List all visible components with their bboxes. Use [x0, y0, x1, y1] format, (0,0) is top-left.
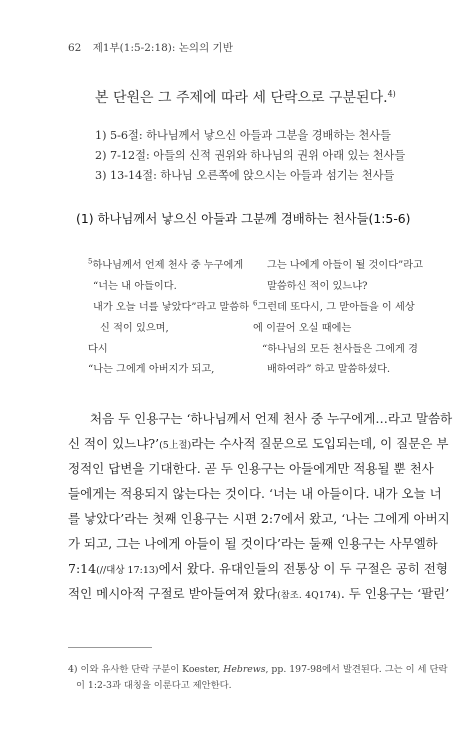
section-heading: (1) 하나님께서 낳으신 아들과 그분께 경배하는 천사들(1:5-6) [76, 211, 411, 226]
running-header [68, 40, 233, 55]
quote-left-line: 다시 [88, 344, 108, 355]
quote-left-line: “너는 내 아들이다. [93, 281, 177, 292]
intro-text: 본 단원은 그 주제에 따라 세 단락으로 구분된다. [95, 90, 388, 106]
outline-item-2: 2) 7-12절: 아들의 신적 권위와 하나님의 권위 아래 있는 천사들 [95, 149, 406, 162]
body-line: 7:14(//대상 17:13)에서 왔다. 유대인들의 전통상 이 두 구절은 공히 전형 [68, 561, 448, 576]
quote-left-line: $^5$하나님께서 언제 천사 중 누구에게 [88, 257, 244, 271]
footnote-ref: 4) [387, 89, 396, 99]
body-line: 를 낳았다’라는 첫째 인용구는 시편 2:7에서 왔고, ‘나는 그에게 아버지 [68, 511, 450, 526]
quote-left-line: 내가 오늘 너를 낳았다”라고 말씀하 [93, 302, 249, 313]
quote-right-line: 배하여라” 하고 말씀하셨다. [267, 364, 391, 375]
outline-item-1: 1) 5-6절: 하나님께서 낳으신 아들과 그분을 경배하는 천사들 [95, 129, 391, 142]
footnote-divider [68, 647, 152, 648]
footnote-line: 이 1:2-3과 대칭을 이룬다고 제안한다. [76, 680, 232, 691]
outline-item-3: 3) 13-14절: 하나님 오른쪽에 앉으시는 아들과 섬기는 천사들 [95, 169, 395, 182]
body-line: 신 적이 있느냐?’(5上절)라는 수사적 질문으로 도입되는데, 이 질문은 부 [68, 436, 449, 451]
verse-number: 5 [88, 257, 93, 266]
quote-right-line: 그는 나에게 아들이 될 것이다”라고 [267, 260, 423, 271]
page-number: 62 [68, 42, 82, 54]
body-line: 적인 메시아적 구절로 받아들여져 왔다(참조. 4Q174). 두 인용구는 ‘팔린’ [68, 586, 450, 601]
intro-sentence [95, 87, 396, 107]
body-line: 들에게는 적용되지 않는다는 것이다. ‘너는 내 아들이다. 내가 오늘 너 [68, 486, 442, 501]
quote-left-line: 신 적이 있으며, [100, 323, 169, 334]
quote-right-line: 말씀하신 적이 있느냐? [267, 281, 368, 292]
quote-right-line: 에 이끌어 오실 때에는 [253, 323, 352, 334]
header-title: 제1부(1:5-2:18): 논의의 기반 [92, 42, 233, 54]
quote-left-line: “나는 그에게 아버지가 되고, [88, 364, 215, 375]
body-line: 가 되고, 그는 나에게 아들이 될 것이다’라는 둘째 인용구는 사무엘하 [68, 536, 438, 551]
verse-number: 6 [253, 299, 258, 308]
body-line: 정적인 답변을 기대한다. 곧 두 인용구는 아들에게만 적용될 뿐 천사 [68, 461, 434, 476]
quote-right-line: “하나님의 모든 천사들은 그에게 경 [262, 344, 418, 355]
footnote-line: 4) 이와 유사한 단락 구분이 Koester, Hebrews, pp. 197-98에서 발견된다. 그는 이 세 단락 [68, 664, 448, 675]
quote-right-line: $^6$그런데 또다시, 그 맏아들을 이 세상 [253, 299, 415, 313]
body-line: 처음 두 인용구는 ‘하나님께서 언제 천사 중 누구에게…라고 말씀하 [90, 411, 453, 426]
